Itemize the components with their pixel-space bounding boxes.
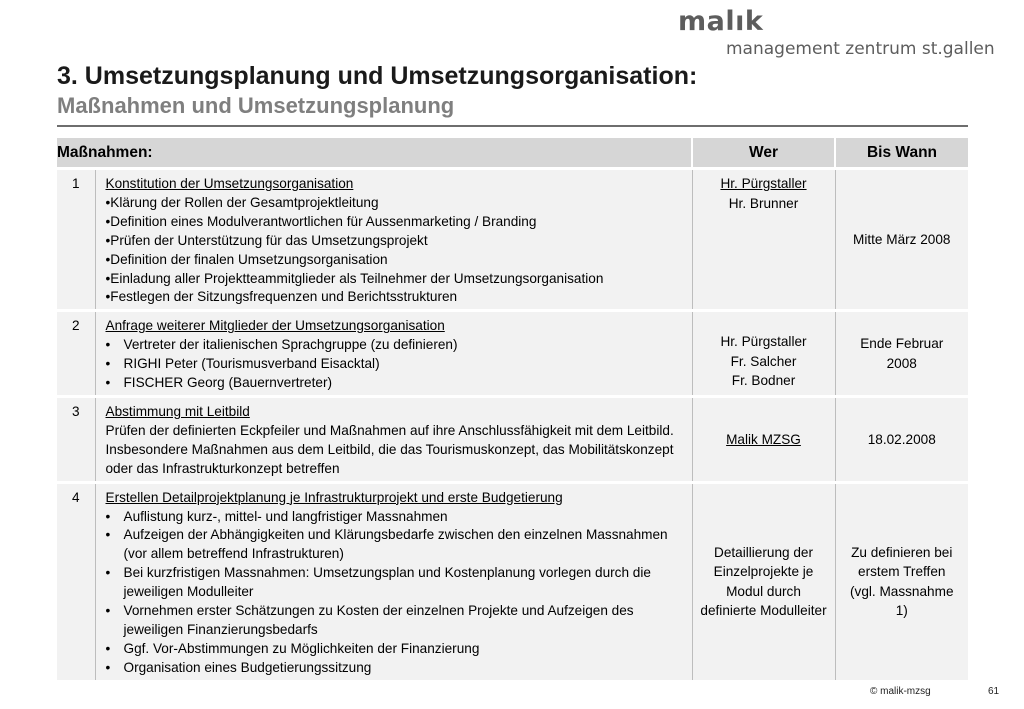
measure-line: •Definition der finalen Umsetzungsorganisation	[105, 251, 388, 267]
responsible-person: Hr. Brunner	[728, 195, 799, 211]
column-header-when: Bis Wann	[835, 138, 968, 169]
measure-description	[95, 311, 692, 397]
deadline-cell: Ende Februar 2008	[835, 311, 968, 397]
bullet-item: • RIGHI Peter (Tourismusverband Eisacktal)	[105, 356, 380, 372]
title-divider	[57, 125, 968, 127]
measure-heading: Konstitution der Umsetzungsorganisation	[105, 176, 354, 191]
responsible-person: Fr. Bodner	[731, 373, 796, 389]
responsible-cell	[692, 311, 835, 397]
responsible-person: Hr. Pürgstaller	[720, 176, 807, 191]
measure-text: Prüfen der definierten Eckpfeiler und Maßnahmen auf ihre Anschlussfähigkeit mit dem Leitbild. Insbesondere Maßnahmen aus dem Leitbild, die das Tourismuskonzept, das Mobilitätskonzept oder das Infrastrukturkonzept betreffen	[105, 422, 674, 476]
deadline-cell: Mitte März 2008	[835, 169, 968, 311]
bullet-item: • Vertreter der italienischen Sprachgruppe (zu definieren)	[105, 337, 458, 353]
measures-table	[57, 138, 968, 680]
logo-wordmark: malık	[678, 6, 764, 37]
company-logo	[678, 6, 995, 59]
responsible-cell: Detaillierung der Einzelprojekte je Modul durch definierte Modulleiter	[692, 482, 835, 680]
bullet-item: • Aufzeigen der Abhängigkeiten und Klärungsbedarfe zwischen den einzelnen Massnahmen (vor allem betreffend Infrastrukturen)	[105, 527, 668, 562]
logo-subtitle: management zentrum st.gallen	[726, 39, 995, 59]
footer-copyright: © malik-mzsg	[870, 686, 931, 697]
measure-line: •Einladung aller Projektteammitglieder als Teilnehmer der Umsetzungsorganisation	[105, 270, 604, 286]
row-number: 2	[57, 311, 95, 397]
measure-line: •Definition eines Modulverantwortlichen für Aussenmarketing / Branding	[105, 213, 537, 229]
page-number: 61	[988, 686, 1000, 697]
bullet-item: • Auflistung kurz-, mittel- und langfristiger Massnahmen	[105, 508, 448, 524]
row-number: 1	[57, 169, 95, 311]
responsible-person: Malik MZSG	[726, 431, 801, 447]
responsible-cell	[692, 396, 835, 482]
measure-description	[95, 482, 692, 680]
measure-line: •Festlegen der Sitzungsfrequenzen und Berichtsstrukturen	[105, 289, 458, 305]
responsible-person: Fr. Salcher	[730, 353, 797, 369]
responsible-cell	[692, 169, 835, 311]
measure-heading: Anfrage weiterer Mitglieder der Umsetzungsorganisation	[105, 318, 445, 334]
bullet-item: • Organisation eines Budgetierungssitzung	[105, 659, 372, 675]
column-header-measures: Maßnahmen:	[57, 138, 692, 169]
column-header-who: Wer	[692, 138, 835, 169]
bullet-item: • FISCHER Georg (Bauernvertreter)	[105, 375, 332, 391]
bullet-item: • Ggf. Vor-Abstimmungen zu Möglichkeiten der Finanzierung	[105, 640, 480, 656]
row-number: 3	[57, 396, 95, 482]
measure-heading: Abstimmung mit Leitbild	[105, 403, 250, 419]
measure-description	[95, 396, 692, 482]
deadline-cell: Zu definieren bei erstem Treffen (vgl. Massnahme 1)	[835, 482, 968, 680]
responsible-person: Hr. Pürgstaller	[720, 334, 807, 350]
table-row	[57, 482, 968, 680]
table-row	[57, 169, 968, 311]
measure-line: •Prüfen der Unterstützung für das Umsetzungsprojekt	[105, 232, 428, 248]
measure-heading: Erstellen Detailprojektplanung je Infrastrukturprojekt und erste Budgetierung	[105, 489, 563, 505]
table-row	[57, 396, 968, 482]
page-subtitle: Maßnahmen und Umsetzungsplanung	[57, 93, 455, 118]
page-title: 3. Umsetzungsplanung und Umsetzungsorganisation:	[57, 62, 698, 90]
row-number: 4	[57, 482, 95, 680]
bullet-item: • Vornehmen erster Schätzungen zu Kosten der einzelnen Projekte und Aufzeigen des jeweiligen Finanzierungsbedarfs	[105, 603, 634, 637]
measure-line: •Klärung der Rollen der Gesamtprojektleitung	[105, 194, 379, 210]
deadline-cell: 18.02.2008	[835, 396, 968, 482]
table-row	[57, 311, 968, 397]
measure-description	[95, 169, 692, 311]
table-header-row	[57, 138, 968, 169]
bullet-item: • Bei kurzfristigen Massnahmen: Umsetzungsplan und Kostenplanung vorlegen durch die jeweiligen Modulleiter	[105, 565, 651, 600]
